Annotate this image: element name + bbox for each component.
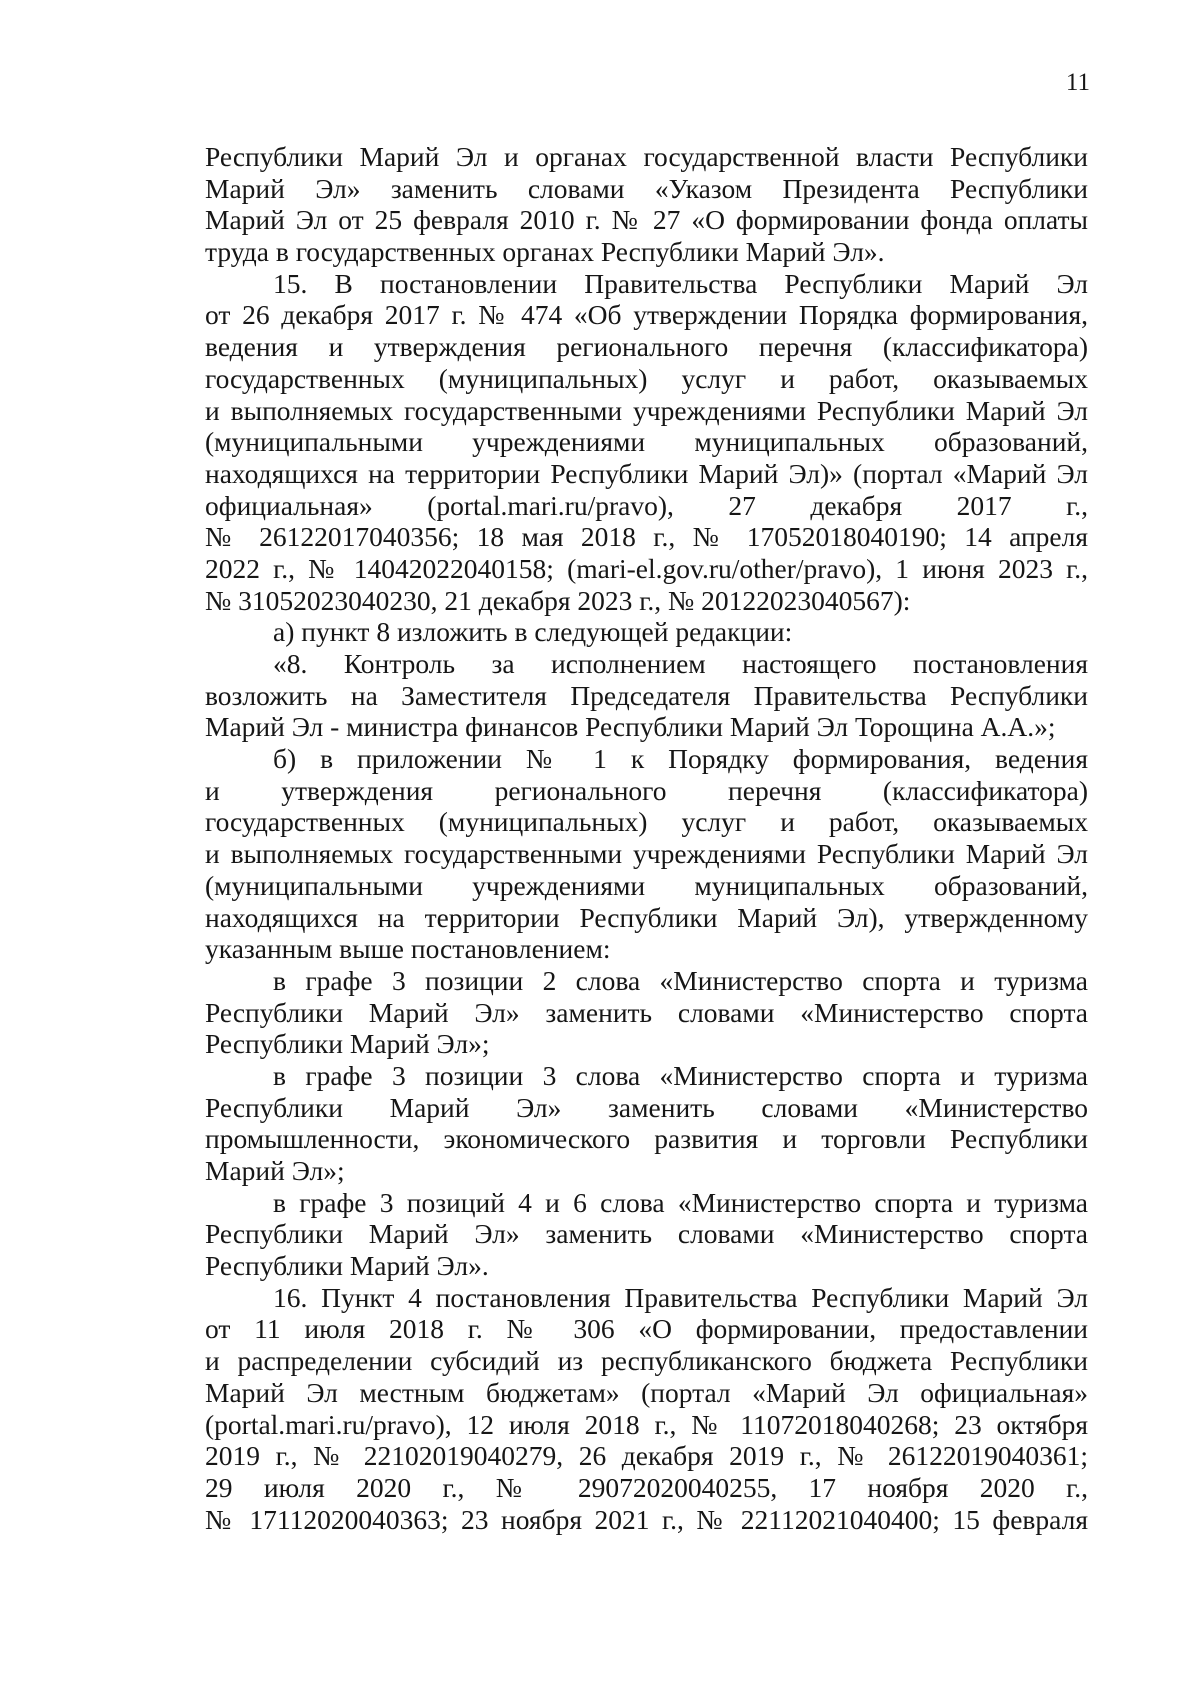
text-line: 2019 г., № 22102019040279, 26 декабря 2019 г., № 26122019040361; (205, 1440, 1088, 1472)
text-line: в графе 3 позиции 2 слова «Министерство спорта и туризма (273, 964, 1088, 996)
text-line: «8. Контроль за исполнением настоящего постановления (273, 648, 1088, 679)
text-line: возложить на Заместителя Председателя Правительства Республики (205, 679, 1088, 711)
text-line: Республики Марий Эл»; (205, 1028, 490, 1060)
text-line: и утверждения регионального перечня (классификатора) (205, 774, 1088, 806)
text-line: и выполняемых государственными учреждениями Республики Марий Эл (205, 394, 1088, 426)
text-line: (муниципальными учреждениями муниципальных образований, (205, 869, 1088, 901)
text-line: Марий Эл» заменить словами «Указом Президента Республики (205, 172, 1088, 204)
text-line: труда в государственных органах Республики Марий Эл». (205, 236, 885, 268)
text-line: Марий Эл - министра финансов Республики Марий Эл Торощина А.А.»; (205, 711, 1056, 743)
text-line: от 11 июля 2018 г. № 306 «О формировании, предоставлении (205, 1313, 1088, 1345)
text-line: государственных (муниципальных) услуг и работ, оказываемых (205, 362, 1088, 394)
text-line: № 31052023040230, 21 декабря 2023 г., № 20122023040567): (205, 584, 911, 616)
text-line: и распределении субсидий из республиканского бюджета Республики (205, 1345, 1088, 1377)
text-line: государственных (муниципальных) услуг и работ, оказываемых (205, 806, 1088, 838)
text-line: 29 июля 2020 г., № 29072020040255, 17 ноября 2020 г., (205, 1471, 1088, 1503)
text-line: официальная» (portal.mari.ru/pravo), 27 декабря 2017 г., (205, 489, 1088, 521)
text-line: от 26 декабря 2017 г. № 474 «Об утверждении Порядка формирования, (205, 299, 1088, 331)
text-line: № 26122017040356; 18 мая 2018 г., № 17052018040190; 14 апреля (205, 521, 1088, 553)
text-line: Марий Эл местным бюджетам» (портал «Марий Эл официальная» (205, 1376, 1088, 1408)
text-line: находящихся на территории Республики Марий Эл), утвержденному (205, 901, 1088, 933)
text-line: Марий Эл»; (205, 1155, 345, 1186)
text-line: Республики Марий Эл» заменить словами «Министерство спорта (205, 1218, 1088, 1250)
text-line: Марий Эл от 25 февраля 2010 г. № 27 «О формировании фонда оплаты (205, 204, 1088, 236)
text-line: и выполняемых государственными учреждениями Республики Марий Эл (205, 838, 1088, 870)
text-line: а) пункт 8 изложить в следующей редакции: (273, 616, 793, 648)
body-text (205, 141, 1088, 1535)
text-line: 16. Пункт 4 постановления Правительства Республики Марий Эл (273, 1281, 1088, 1313)
text-line: Республики Марий Эл и органах государственной власти Республики (205, 141, 1088, 172)
text-line: находящихся на территории Республики Марий Эл)» (портал «Марий Эл (205, 457, 1088, 489)
text-line: (муниципальными учреждениями муниципальных образований, (205, 426, 1088, 458)
text-line: Республики Марий Эл» заменить словами «Министерство спорта (205, 996, 1088, 1028)
text-line: 15. В постановлении Правительства Республики Марий Эл (273, 267, 1088, 299)
text-line: промышленности, экономического развития и торговли Республики (205, 1123, 1088, 1155)
text-line: Республики Марий Эл». (205, 1250, 489, 1282)
text-line: ведения и утверждения регионального перечня (классификатора) (205, 331, 1088, 363)
text-line: Республики Марий Эл» заменить словами «Министерство (205, 1091, 1088, 1123)
text-line: № 17112020040363; 23 ноября 2021 г., № 22112021040400; 15 февраля (205, 1503, 1088, 1535)
text-line: (portal.mari.ru/pravo), 12 июля 2018 г., № 11072018040268; 23 октября (205, 1408, 1088, 1440)
text-line: указанным выше постановлением: (205, 933, 611, 965)
text-line: в графе 3 позиций 4 и 6 слова «Министерство спорта и туризма (273, 1186, 1088, 1218)
text-line: 2022 г., № 14042022040158; (mari-el.gov.ru/other/pravo), 1 июня 2023 г., (205, 552, 1088, 584)
page-number: 11 (1065, 69, 1090, 96)
text-line: в графе 3 позиции 3 слова «Министерство спорта и туризма (273, 1059, 1088, 1091)
text-line: б) в приложении № 1 к Порядку формирования, ведения (273, 743, 1088, 775)
